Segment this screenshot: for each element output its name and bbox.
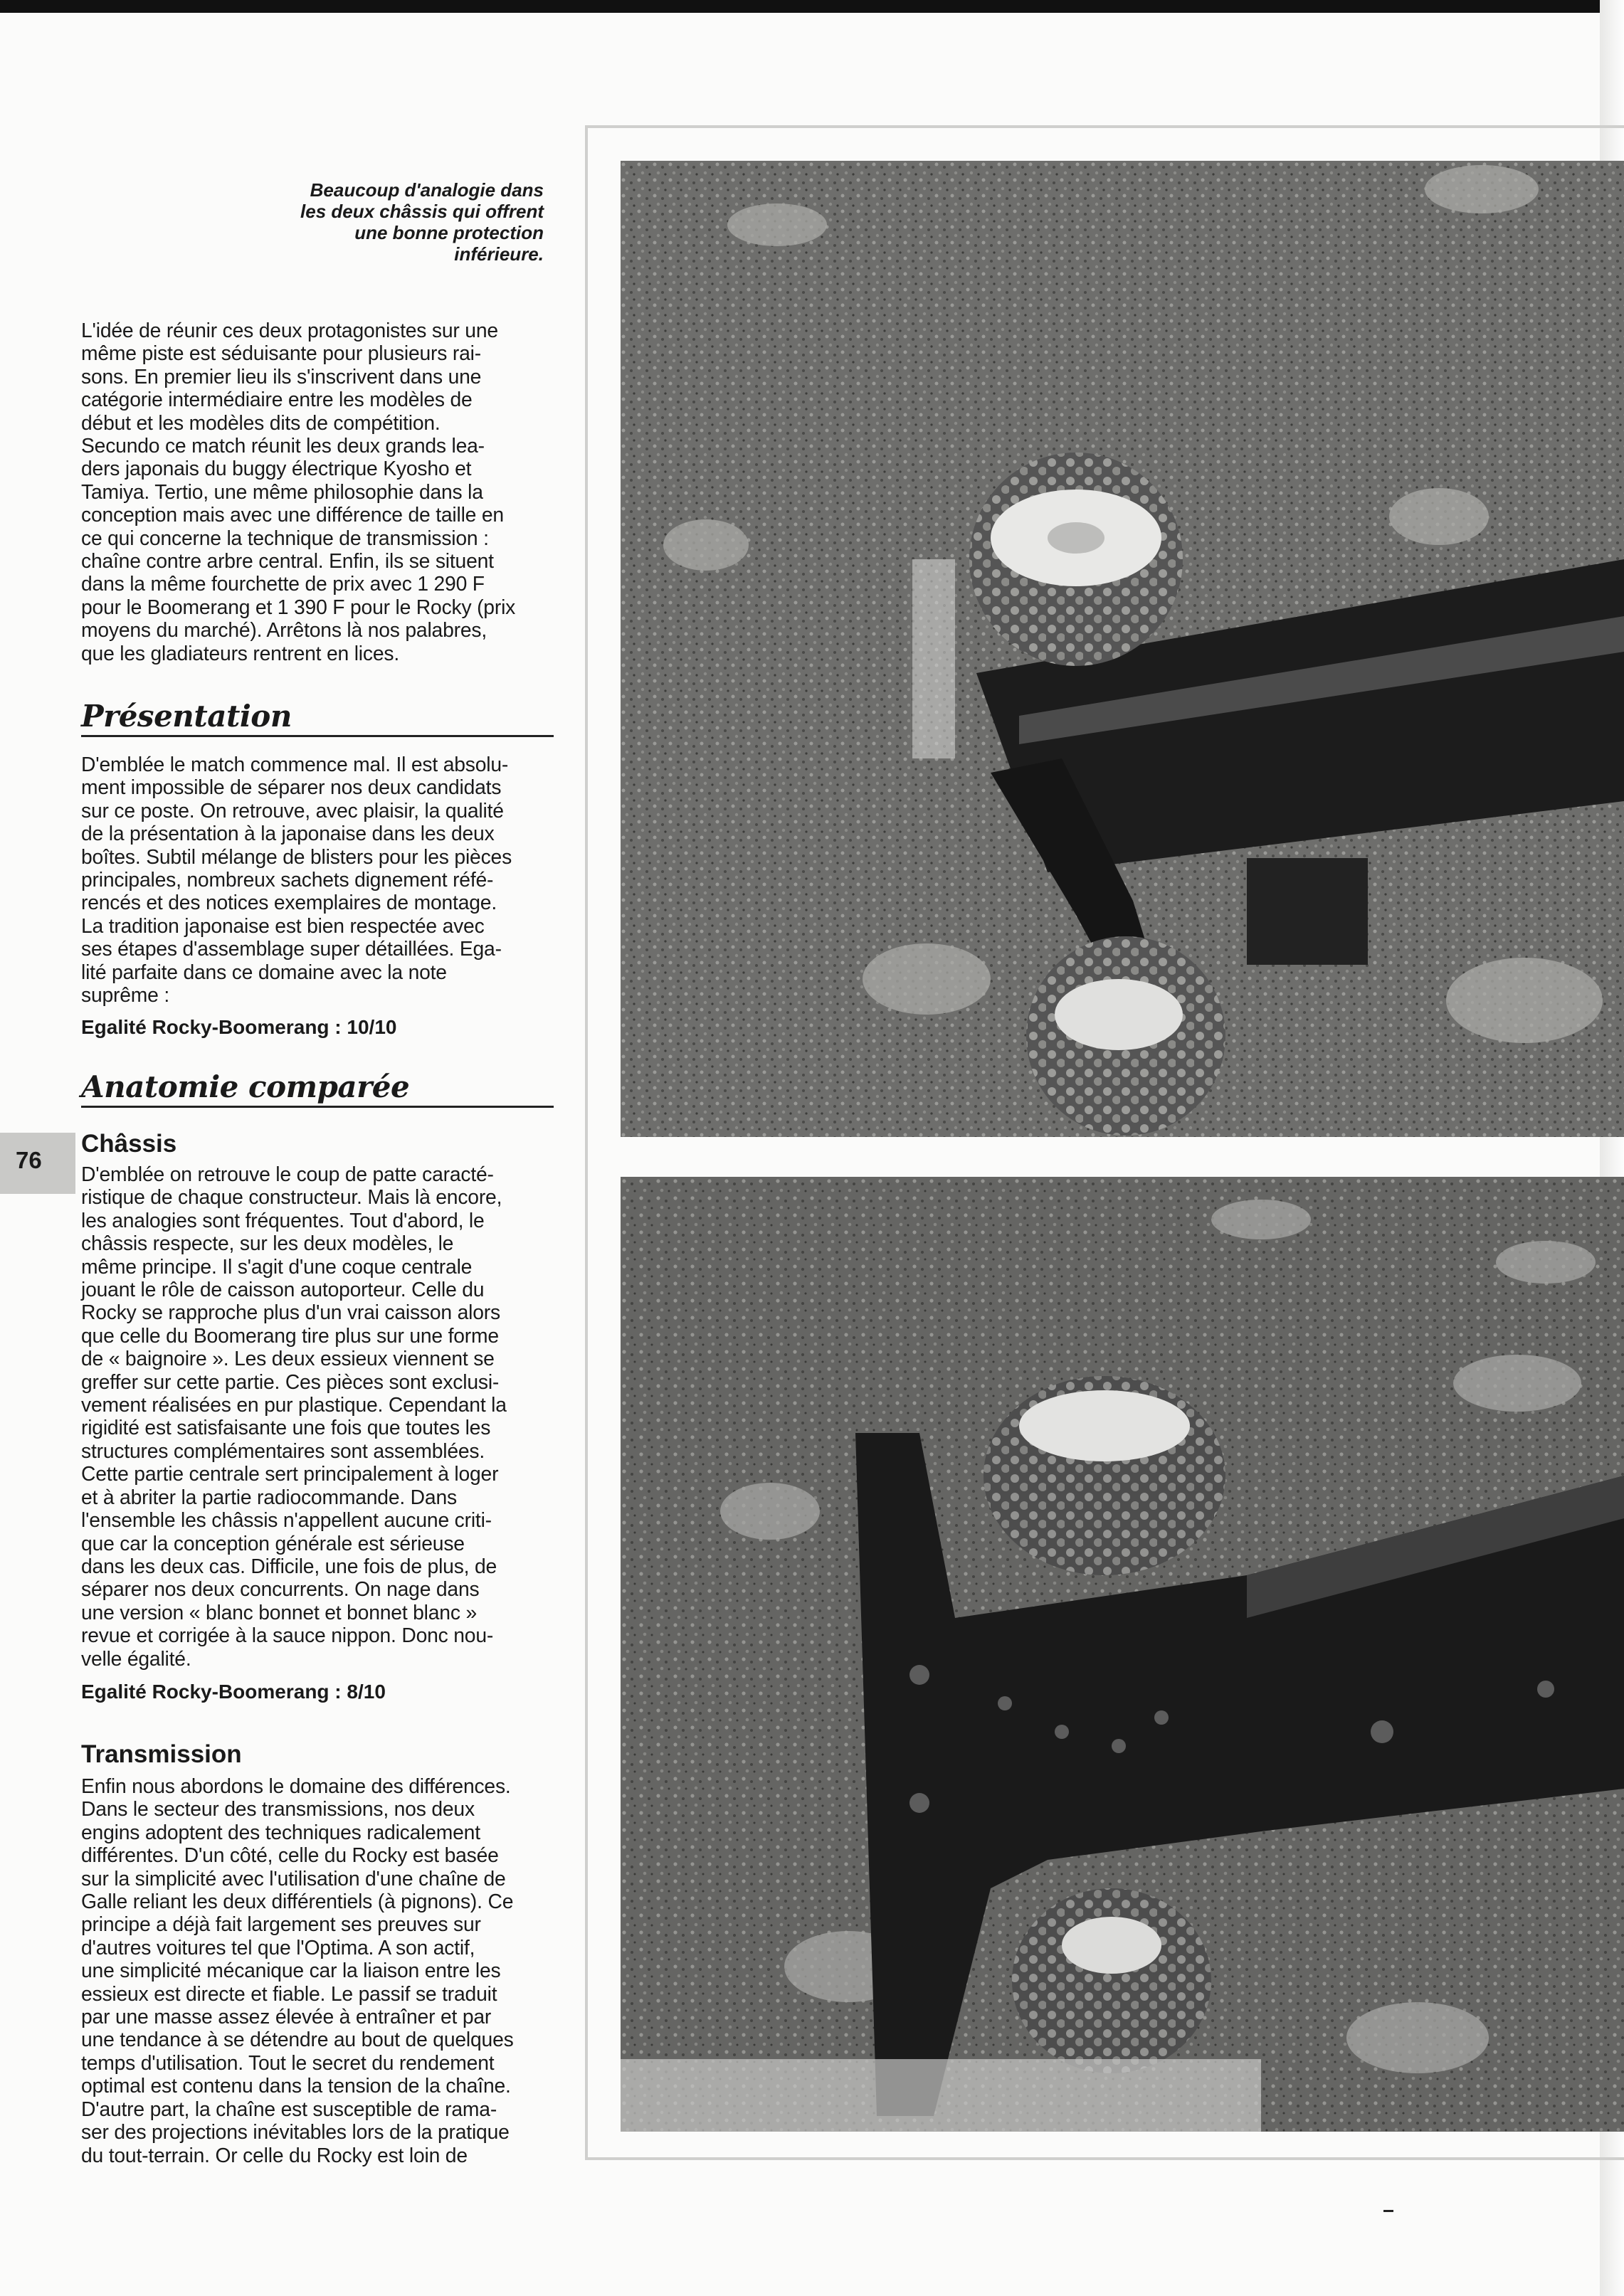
chassis-column xyxy=(81,1163,554,1670)
top-edge-bar xyxy=(0,0,1624,13)
photo-top-image xyxy=(621,161,1624,1137)
chassis-score: Egalité Rocky-Boomerang : 8/10 xyxy=(81,1681,386,1703)
margin-mark xyxy=(1383,2210,1393,2212)
presentation-column xyxy=(81,753,554,1006)
wheel-lower xyxy=(1012,1888,1211,2073)
photo-bottom-image xyxy=(621,1177,1624,2132)
photo-bottom xyxy=(621,1177,1624,2132)
battery-box xyxy=(1247,858,1368,965)
presentation-score: Egalité Rocky-Boomerang : 10/10 xyxy=(81,1016,397,1038)
heading-chassis: Châssis xyxy=(81,1130,177,1158)
caption-line: les deux châssis qui offrent xyxy=(300,201,544,222)
heading-transmission: Transmission xyxy=(81,1740,242,1768)
car-body-edge xyxy=(621,2059,1261,2132)
photo-caption xyxy=(213,179,544,265)
presentation-paragraph: D'emblée le match commence mal. Il est absolu- ment impossible de séparer nos deux candidats sur ce poste. On retrouve, avec plaisir, la qualité de la présentation à la japonaise dans les deux boîtes. Subtil mélange de blisters pour les pièces principales, nombreux sachets dignement réfé- rencés et des notices exemplaires de montage. La tradition japonaise est bien respectée avec ses étapes d'assemblage super détaillées. Ega- lité parfaite dans ce domaine avec la note suprême : xyxy=(81,753,512,1007)
page-number-tab xyxy=(0,1133,75,1194)
caption-line: une bonne protection xyxy=(354,222,544,243)
page-number: 76 xyxy=(16,1147,42,1173)
transmission-paragraph: Enfin nous abordons le domaine des différences. Dans le secteur des transmissions, nos deux engins adoptent des techniques radicalement différentes. D'un côté, celle du Rocky est basée sur la simplicité avec l'utilisation d'une chaîne de Galle reliant les deux différentiels (à pignons). Ce principe a déjà fait largement ses preuves sur d'autres voitures tel que l'Optima. A son actif, une simplicité mécanique car la liaison entre les essieux est directe et fiable. Le passif se traduit par une masse assez élevée à entraîner et par une tendance à se détendre au bout de quelques temps d'utilisation. Tout le secret du rendement optimal est contenu dans la tension de la chaîne. D'autre part, la chaîne est susceptible de rama- ser des projections inévitables lors de la pratique du tout-terrain. Or celle du Rocky est loin de xyxy=(81,1774,514,2167)
caption-line: inférieure. xyxy=(454,243,544,265)
transmission-column xyxy=(81,1774,554,2167)
intro-paragraph: L'idée de réunir ces deux protagonistes sur une même piste est séduisante pour plusieurs rai- sons. En premier lieu ils s'inscrivent dans une catégorie intermédiaire entre les modèles de début et les modèles dits de compétition. Secundo ce match réunit les deux grands lea- ders japonais du buggy électrique Kyosho et Tamiya. Tertio, une même philosophie dans la conception mais avec une différence de taille en ce qui concerne la technique de transmission : chaîne contre arbre central. Enfin, ils se situent dans la même fourchette de prix avec 1 290 F pour le Boomerang et 1 390 F pour le Rocky (prix moyens du marché). Arrêtons là nos palabres, que les gladiateurs rentrent en lices. xyxy=(81,319,516,665)
heading-presentation: Présentation xyxy=(81,699,554,737)
heading-anatomie: Anatomie comparée xyxy=(81,1070,554,1108)
photo-top xyxy=(621,161,1624,1137)
caption-line: Beaucoup d'analogie dans xyxy=(310,179,544,201)
chassis-paragraph: D'emblée on retrouve le coup de patte caracté- ristique de chaque constructeur. Mais là encore, les analogies sont fréquentes. Tout d'abord, le châssis respecte, sur les deux modèles, le même principe. Il s'agit d'une coque centrale jouant le rôle de caisson autoporteur. Celle du Rocky se rapproche plus d'un vrai caisson alors que celle du Boomerang tire plus sur une forme de « baignoire ». Les deux essieux viennent se greffer sur cette partie. Ces pièces sont exclusi- vement réalisées en pur plastique. Cependant la rigidité est satisfaisante une fois que toutes les structures complémentaires sont assemblées. Cette partie centrale sert principalement à loger et à abriter la partie radiocommande. Dans l'ensemble les châssis n'appellent aucune criti- que car la conception générale est sérieuse dans les deux cas. Difficile, une fois de plus, de séparer nos deux concurrents. On nage dans une version « blanc bonnet et bonnet blanc » revue et corrigée à la sauce nippon. Donc nou- velle égalité. xyxy=(81,1163,507,1670)
intro-column xyxy=(81,319,554,665)
